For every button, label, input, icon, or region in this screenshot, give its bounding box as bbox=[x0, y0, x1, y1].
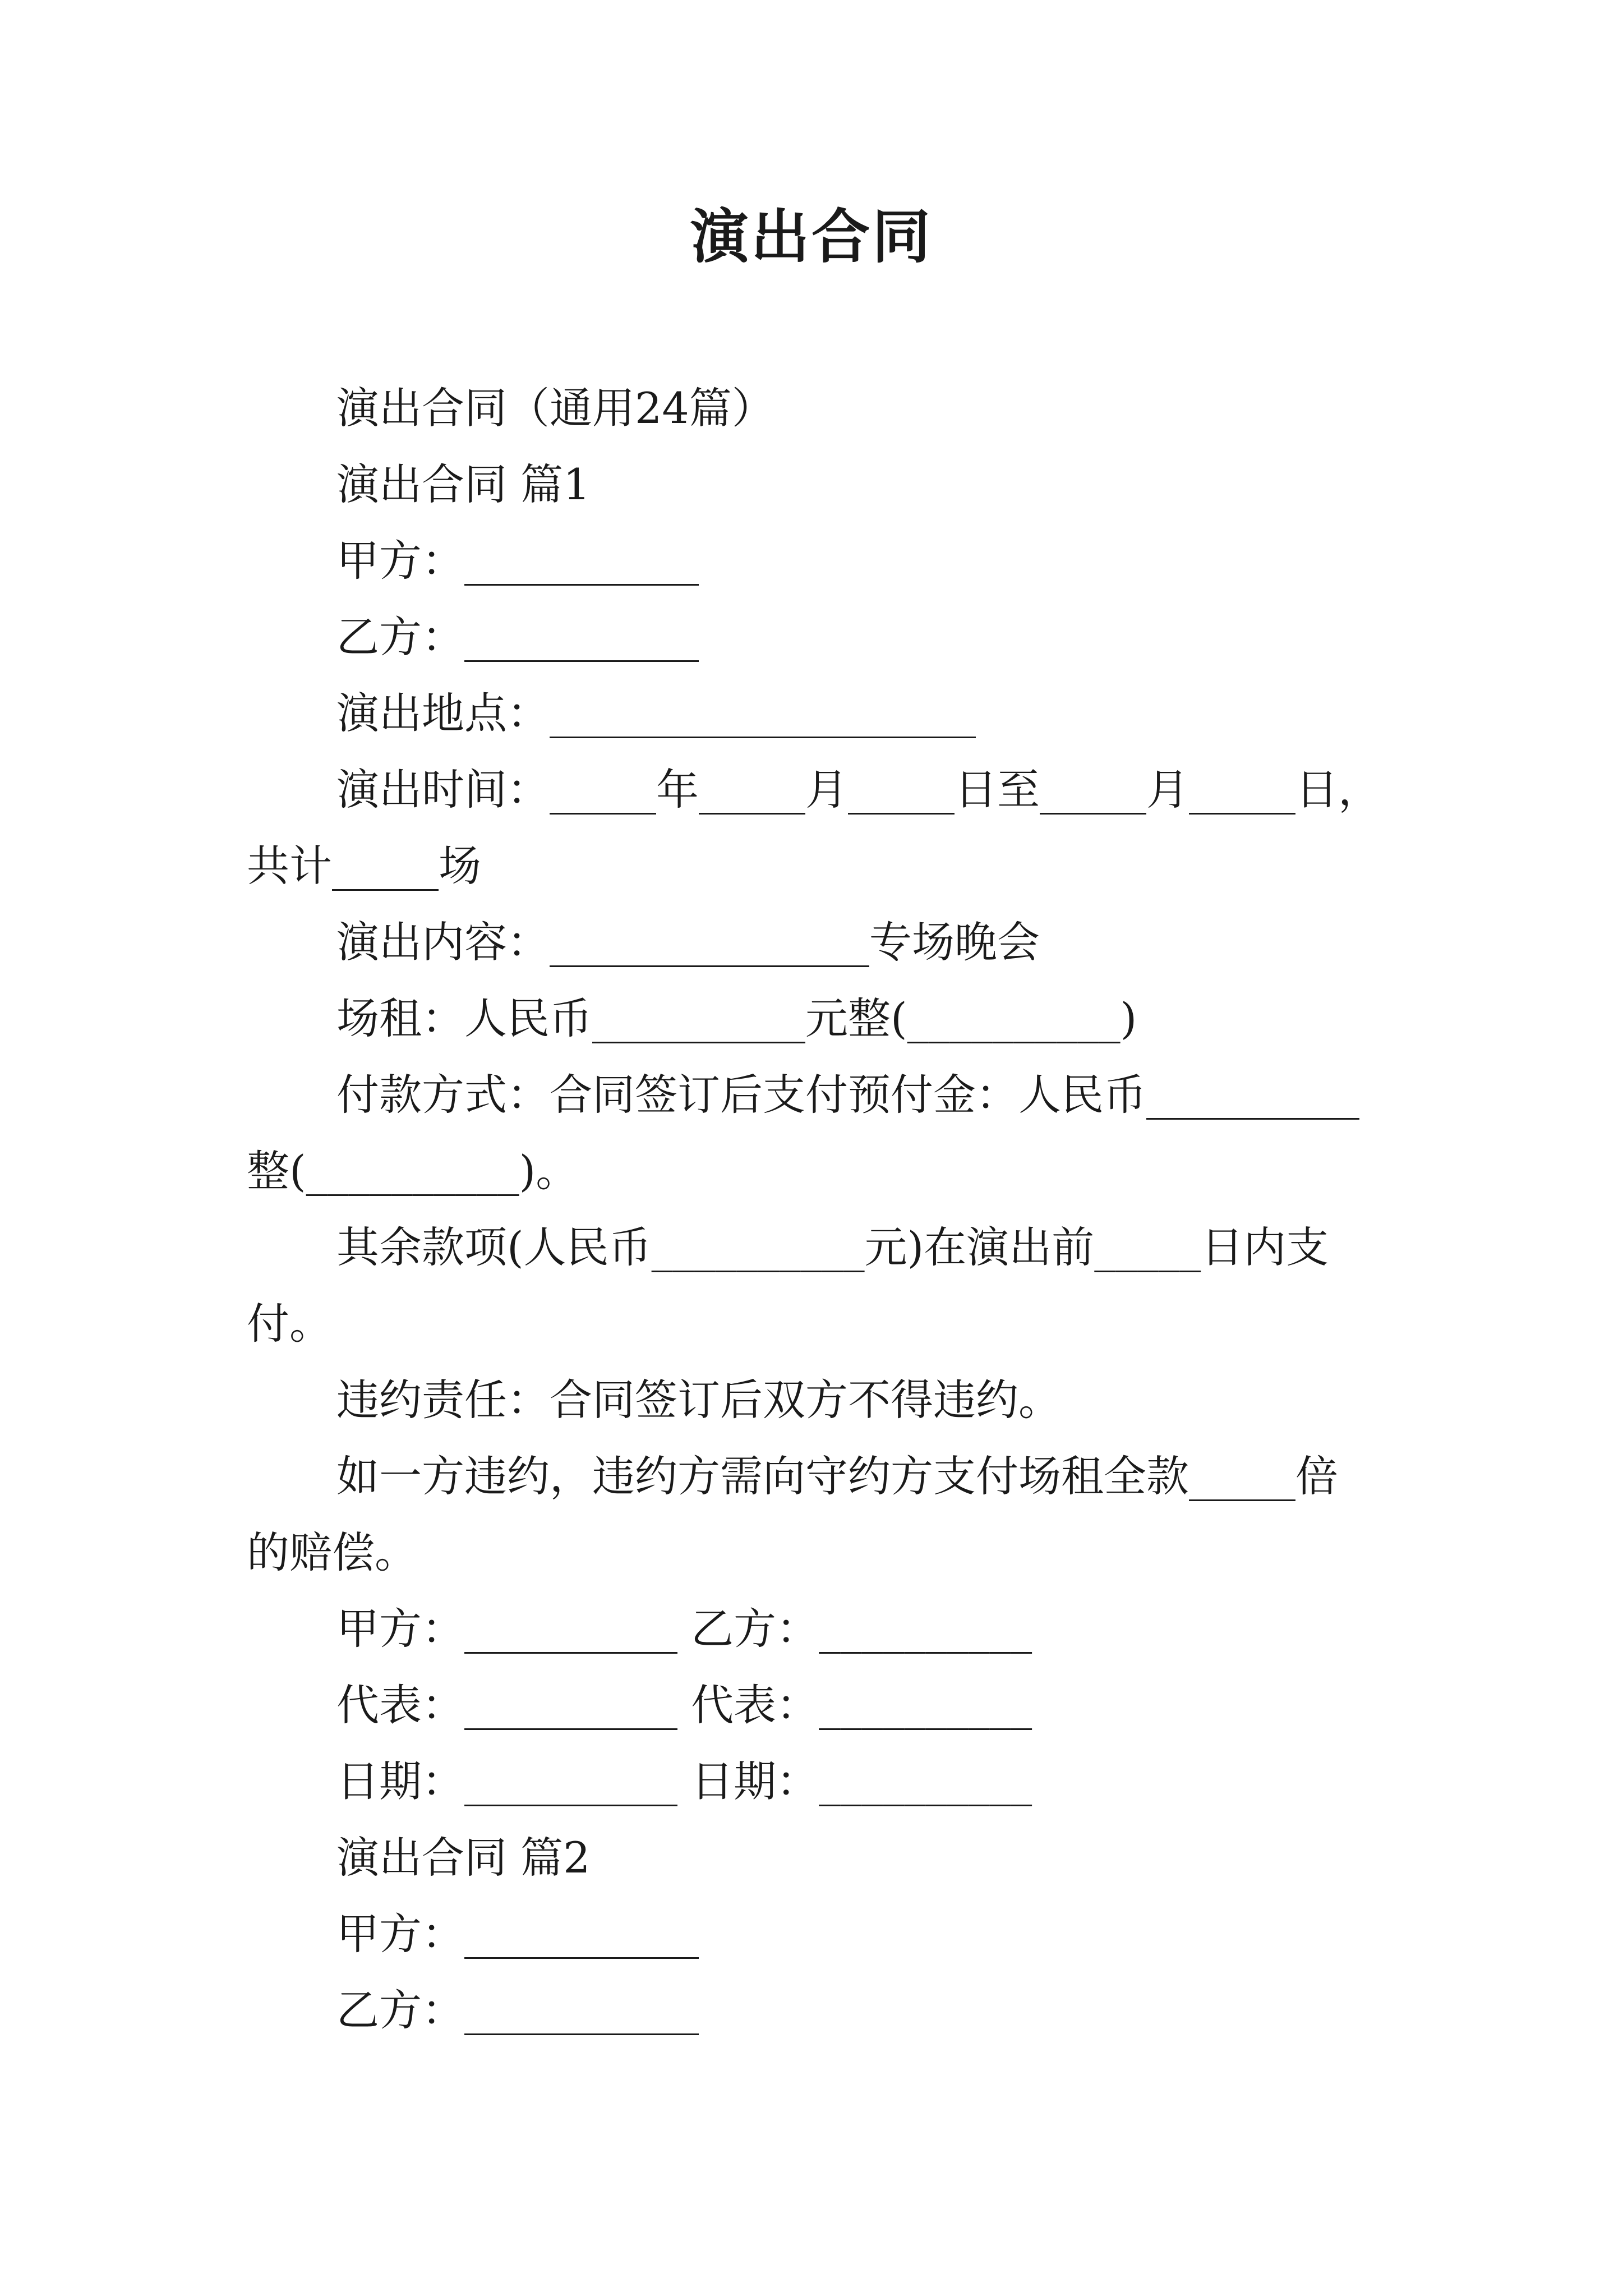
liability-line: 违约责任：合同签订后双方不得违约。 bbox=[336, 1375, 1061, 1425]
rent-line: 场租：人民币__________元整(__________) bbox=[336, 993, 1137, 1043]
party-a-line-2: 甲方：___________ bbox=[336, 1909, 699, 1959]
venue-line: 演出地点：____________________ bbox=[336, 688, 976, 738]
balance-line: 其余款项(人民币__________元)在演出前_____日内支 bbox=[336, 1222, 1329, 1272]
party-b-line-2: 乙方：___________ bbox=[336, 1985, 699, 2035]
balance-line-cont: 付。 bbox=[247, 1299, 332, 1349]
signature-representatives: 代表：__________ 代表：__________ bbox=[336, 1680, 1032, 1730]
content-line: 演出内容：_______________专场晚会 bbox=[336, 917, 1040, 967]
section-heading-1: 演出合同 篇1 bbox=[336, 459, 591, 509]
party-b-line: 乙方：___________ bbox=[336, 612, 699, 662]
time-line: 演出时间：_____年_____月_____日至_____月_____日， bbox=[336, 765, 1381, 815]
party-a-line: 甲方：___________ bbox=[336, 536, 699, 586]
payment-line: 付款方式：合同签订后支付预付金：人民币__________ bbox=[336, 1070, 1359, 1120]
signature-parties: 甲方：__________ 乙方：__________ bbox=[336, 1604, 1032, 1654]
breach-line-cont: 的赔偿。 bbox=[247, 1527, 417, 1577]
section-heading-2: 演出合同 篇2 bbox=[336, 1833, 591, 1883]
subtitle: 演出合同（通用24篇） bbox=[336, 383, 774, 433]
breach-line: 如一方违约，违约方需向守约方支付场租全款_____倍 bbox=[336, 1451, 1338, 1501]
signature-dates: 日期：__________ 日期：__________ bbox=[336, 1756, 1032, 1806]
document-title: 演出合同 bbox=[690, 202, 933, 271]
time-line-cont: 共计_____场 bbox=[247, 841, 481, 891]
payment-line-cont: 整(__________)。 bbox=[247, 1146, 579, 1196]
